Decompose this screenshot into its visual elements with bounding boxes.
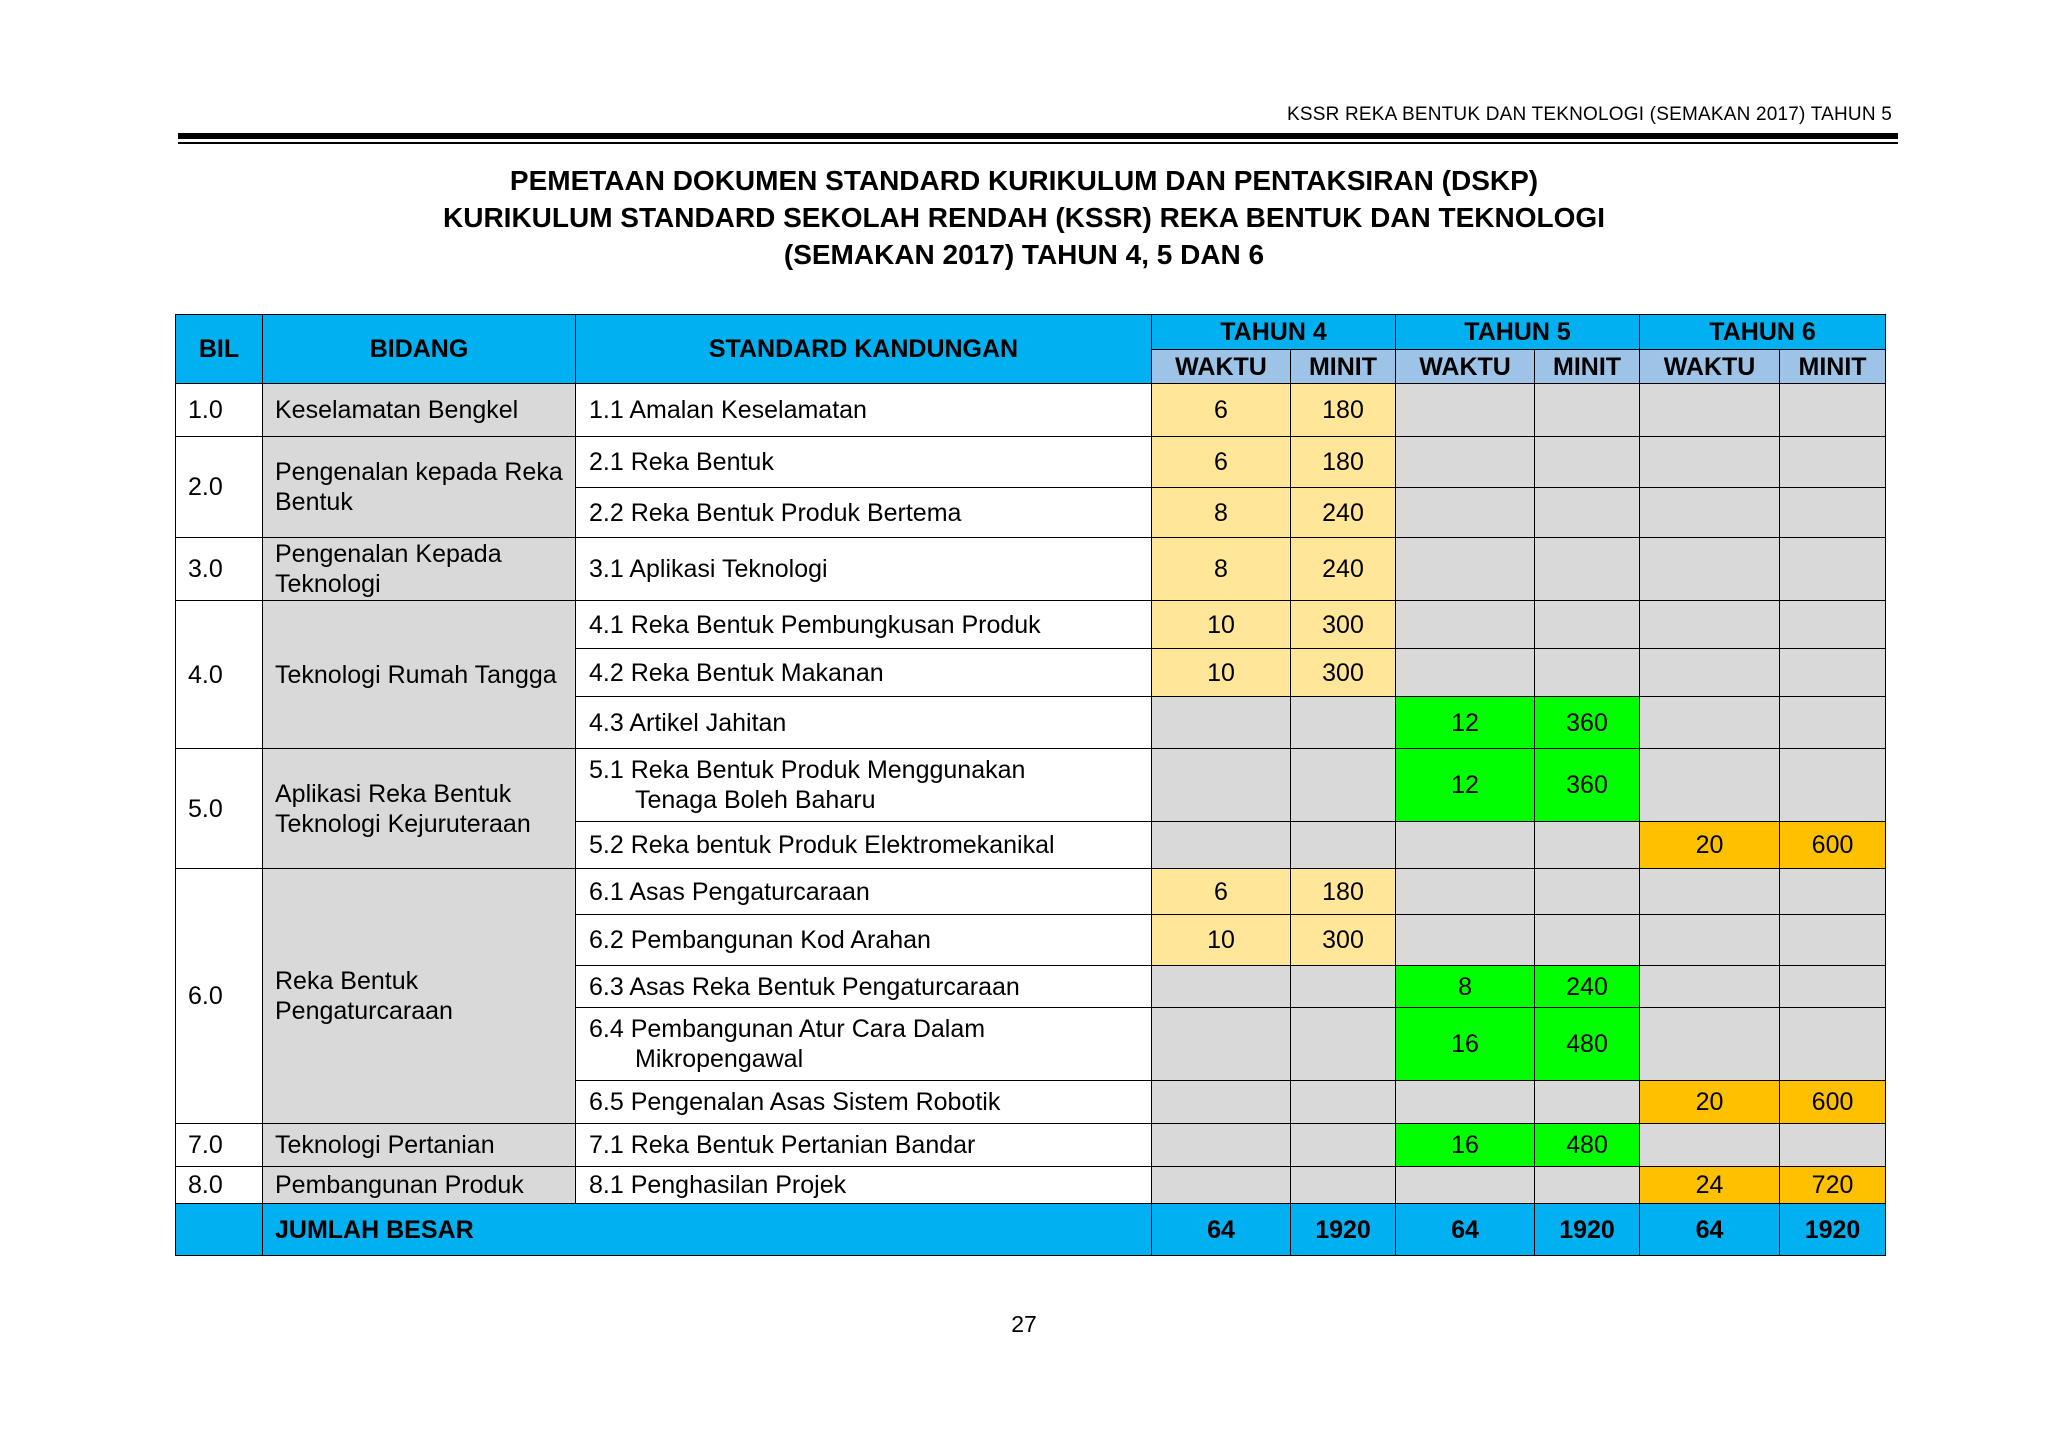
standard-kandungan-text: 1.1 Amalan Keselamatan [589, 396, 867, 424]
total-row [176, 1204, 1886, 1256]
tahun6-minit-cell [1780, 749, 1886, 822]
tahun6-minit-cell [1780, 649, 1886, 697]
total-tahun6-minit: 1920 [1780, 1204, 1886, 1256]
tahun5-waktu-cell: 16 [1396, 1008, 1535, 1081]
tahun4-minit-cell [1291, 1124, 1396, 1167]
title-line-3: (SEMAKAN 2017) TAHUN 4, 5 DAN 6 [783, 239, 1265, 270]
standard-kandungan-text: 6.1 Asas Pengaturcaraan [589, 877, 870, 906]
title-line-1: PEMETAAN DOKUMEN STANDARD KURIKULUM DAN PENTAKSIRAN (DSKP) [509, 165, 1539, 196]
tahun5-minit-cell [1535, 869, 1640, 915]
tahun4-waktu-cell: 8 [1152, 538, 1291, 601]
tahun6-minit-cell [1780, 488, 1886, 538]
subheader-waktu: WAKTU [1396, 350, 1535, 384]
standard-kandungan-cell [576, 966, 1152, 1008]
tahun4-minit-cell: 180 [1291, 384, 1396, 437]
table-row [176, 1167, 1886, 1204]
tahun4-waktu-cell [1152, 749, 1291, 822]
standard-kandungan-text: 8.1 Penghasilan Projek [589, 1171, 847, 1199]
col-header-tahun-5: TAHUN 5 [1396, 315, 1640, 350]
tahun6-waktu-cell [1640, 1008, 1780, 1081]
tahun6-waktu-cell [1640, 488, 1780, 538]
table-row [176, 749, 1886, 822]
tahun5-minit-cell [1535, 1081, 1640, 1124]
tahun4-minit-cell [1291, 966, 1396, 1008]
bidang-cell: Reka Bentuk Pengaturcaraan [263, 869, 576, 1124]
tahun6-waktu-cell [1640, 538, 1780, 601]
table-row [176, 869, 1886, 915]
table-row [176, 437, 1886, 488]
dskp-mapping-table [175, 314, 1886, 1256]
col-header-tahun-6: TAHUN 6 [1640, 315, 1886, 350]
tahun5-minit-cell: 240 [1535, 966, 1640, 1008]
tahun5-waktu-cell [1396, 915, 1535, 966]
bil-cell: 5.0 [176, 749, 263, 869]
tahun5-minit-cell [1535, 601, 1640, 649]
bil-cell: 3.0 [176, 538, 263, 601]
tahun6-minit-cell: 600 [1780, 1081, 1886, 1124]
standard-kandungan-cell [576, 1167, 1152, 1204]
subheader-waktu: WAKTU [1640, 350, 1780, 384]
tahun4-waktu-cell [1152, 1167, 1291, 1204]
standard-kandungan-cell [576, 488, 1152, 538]
tahun4-minit-cell: 300 [1291, 649, 1396, 697]
tahun5-waktu-cell [1396, 384, 1535, 437]
tahun5-waktu-cell [1396, 649, 1535, 697]
standard-kandungan-text: 4.3 Artikel Jahitan [589, 708, 787, 737]
standard-kandungan-cell [576, 869, 1152, 915]
subheader-minit: MINIT [1291, 350, 1396, 384]
tahun5-minit-cell [1535, 384, 1640, 437]
tahun5-minit-cell [1535, 915, 1640, 966]
tahun5-minit-cell [1535, 822, 1640, 869]
tahun6-waktu-cell [1640, 601, 1780, 649]
tahun6-minit-cell [1780, 437, 1886, 488]
tahun6-minit-cell [1780, 384, 1886, 437]
standard-kandungan-text: 2.1 Reka Bentuk [589, 448, 774, 476]
standard-kandungan-cell [576, 1081, 1152, 1124]
tahun4-waktu-cell: 6 [1152, 869, 1291, 915]
tahun5-waktu-cell: 12 [1396, 697, 1535, 749]
tahun5-minit-cell: 480 [1535, 1124, 1640, 1167]
tahun4-minit-cell [1291, 697, 1396, 749]
bidang-cell: Pembangunan Produk [263, 1167, 576, 1204]
standard-kandungan-text: 5.2 Reka bentuk Produk Elektromekanikal [589, 831, 1055, 859]
tahun5-minit-cell: 360 [1535, 749, 1640, 822]
tahun6-waktu-cell: 24 [1640, 1167, 1780, 1204]
tahun6-waktu-cell [1640, 384, 1780, 437]
tahun6-minit-cell [1780, 915, 1886, 966]
tahun4-minit-cell: 240 [1291, 538, 1396, 601]
running-header: KSSR REKA BENTUK DAN TEKNOLOGI (SEMAKAN 2017) TAHUN 5 [1286, 104, 1892, 125]
tahun6-waktu-cell [1640, 966, 1780, 1008]
standard-kandungan-continuation: Mikropengawal [635, 1045, 804, 1073]
tahun5-minit-cell [1535, 538, 1640, 601]
tahun6-waktu-cell [1640, 749, 1780, 822]
tahun4-minit-cell: 240 [1291, 488, 1396, 538]
tahun6-waktu-cell [1640, 437, 1780, 488]
standard-kandungan-text: 3.1 Aplikasi Teknologi [589, 555, 828, 583]
tahun6-minit-cell [1780, 697, 1886, 749]
bidang-cell: Pengenalan Kepada Teknologi [263, 538, 576, 601]
tahun5-minit-cell [1535, 437, 1640, 488]
tahun5-minit-cell [1535, 1167, 1640, 1204]
standard-kandungan-text: 6.5 Pengenalan Asas Sistem Robotik [589, 1088, 1001, 1116]
standard-kandungan-cell [576, 437, 1152, 488]
tahun6-waktu-cell [1640, 1124, 1780, 1167]
header-rule [178, 133, 1898, 139]
tahun4-minit-cell: 300 [1291, 915, 1396, 966]
standard-kandungan-cell [576, 384, 1152, 437]
tahun5-waktu-cell [1396, 1167, 1535, 1204]
tahun5-minit-cell: 480 [1535, 1008, 1640, 1081]
bil-cell: 8.0 [176, 1167, 263, 1204]
tahun5-waktu-cell [1396, 1081, 1535, 1124]
col-header-tahun-4: TAHUN 4 [1152, 315, 1396, 350]
tahun6-minit-cell [1780, 1124, 1886, 1167]
tahun4-minit-cell [1291, 1081, 1396, 1124]
tahun4-waktu-cell [1152, 1081, 1291, 1124]
tahun6-minit-cell [1780, 966, 1886, 1008]
tahun4-waktu-cell [1152, 1124, 1291, 1167]
subheader-minit: MINIT [1780, 350, 1886, 384]
header-rule-thin [178, 142, 1898, 144]
tahun6-waktu-cell [1640, 697, 1780, 749]
total-label: JUMLAH BESAR [263, 1204, 1152, 1256]
col-header-bil: BIL [176, 315, 263, 384]
standard-kandungan-text: 4.2 Reka Bentuk Makanan [589, 658, 884, 687]
bidang-cell: Keselamatan Bengkel [263, 384, 576, 437]
tahun6-minit-cell: 600 [1780, 822, 1886, 869]
standard-kandungan-continuation: Tenaga Boleh Baharu [635, 786, 876, 814]
tahun5-waktu-cell: 8 [1396, 966, 1535, 1008]
document-title [0, 162, 2048, 273]
standard-kandungan-text: 4.1 Reka Bentuk Pembungkusan Produk [589, 610, 1041, 639]
standard-kandungan-cell [576, 1124, 1152, 1167]
standard-kandungan-cell [576, 749, 1152, 822]
total-tahun5-minit: 1920 [1535, 1204, 1640, 1256]
bil-cell: 6.0 [176, 869, 263, 1124]
tahun5-waktu-cell: 16 [1396, 1124, 1535, 1167]
tahun6-minit-cell [1780, 1008, 1886, 1081]
col-header-bidang: BIDANG [263, 315, 576, 384]
total-tahun5-waktu: 64 [1396, 1204, 1535, 1256]
total-tahun4-waktu: 64 [1152, 1204, 1291, 1256]
tahun6-waktu-cell [1640, 649, 1780, 697]
tahun4-minit-cell: 300 [1291, 601, 1396, 649]
col-header-standard-kandungan: STANDARD KANDUNGAN [576, 315, 1152, 384]
tahun4-minit-cell: 180 [1291, 869, 1396, 915]
tahun5-waktu-cell [1396, 538, 1535, 601]
bidang-cell: Teknologi Rumah Tangga [263, 601, 576, 749]
tahun4-minit-cell [1291, 1008, 1396, 1081]
tahun5-minit-cell: 360 [1535, 697, 1640, 749]
subheader-minit: MINIT [1535, 350, 1640, 384]
bil-cell: 4.0 [176, 601, 263, 749]
total-tahun6-waktu: 64 [1640, 1204, 1780, 1256]
standard-kandungan-cell [576, 649, 1152, 697]
tahun4-waktu-cell: 6 [1152, 437, 1291, 488]
table-row [176, 601, 1886, 649]
tahun4-minit-cell [1291, 749, 1396, 822]
standard-kandungan-text: 5.1 Reka Bentuk Produk Menggunakan [589, 756, 1026, 784]
tahun4-waktu-cell [1152, 822, 1291, 869]
bidang-cell: Aplikasi Reka Bentuk Teknologi Kejuruteraan [263, 749, 576, 869]
tahun5-waktu-cell [1396, 822, 1535, 869]
tahun4-waktu-cell: 8 [1152, 488, 1291, 538]
tahun5-minit-cell [1535, 649, 1640, 697]
tahun6-minit-cell [1780, 601, 1886, 649]
standard-kandungan-text: 6.3 Asas Reka Bentuk Pengaturcaraan [589, 972, 1020, 1001]
tahun4-waktu-cell [1152, 1008, 1291, 1081]
tahun4-waktu-cell [1152, 966, 1291, 1008]
bil-cell: 2.0 [176, 437, 263, 538]
standard-kandungan-cell [576, 822, 1152, 869]
standard-kandungan-text: 6.4 Pembangunan Atur Cara Dalam [589, 1015, 986, 1043]
total-tahun4-minit: 1920 [1291, 1204, 1396, 1256]
table-row [176, 384, 1886, 437]
standard-kandungan-text: 2.2 Reka Bentuk Produk Bertema [589, 498, 962, 527]
bil-cell: 1.0 [176, 384, 263, 437]
tahun4-waktu-cell: 10 [1152, 915, 1291, 966]
standard-kandungan-cell [576, 538, 1152, 601]
table-row [176, 1124, 1886, 1167]
tahun4-minit-cell [1291, 822, 1396, 869]
bidang-cell: Teknologi Pertanian [263, 1124, 576, 1167]
tahun5-waktu-cell: 12 [1396, 749, 1535, 822]
tahun4-minit-cell [1291, 1167, 1396, 1204]
tahun4-minit-cell: 180 [1291, 437, 1396, 488]
tahun4-waktu-cell [1152, 697, 1291, 749]
bil-cell: 7.0 [176, 1124, 263, 1167]
total-bil-cell [176, 1204, 263, 1256]
tahun5-waktu-cell [1396, 437, 1535, 488]
standard-kandungan-cell [576, 915, 1152, 966]
standard-kandungan-cell [576, 697, 1152, 749]
tahun5-waktu-cell [1396, 869, 1535, 915]
tahun6-waktu-cell: 20 [1640, 822, 1780, 869]
tahun5-waktu-cell [1396, 488, 1535, 538]
tahun5-waktu-cell [1396, 601, 1535, 649]
tahun6-waktu-cell: 20 [1640, 1081, 1780, 1124]
title-line-2: KURIKULUM STANDARD SEKOLAH RENDAH (KSSR) REKA BENTUK DAN TEKNOLOGI [443, 202, 1605, 233]
tahun4-waktu-cell: 6 [1152, 384, 1291, 437]
tahun5-minit-cell [1535, 488, 1640, 538]
tahun6-minit-cell [1780, 538, 1886, 601]
standard-kandungan-cell [576, 601, 1152, 649]
tahun6-waktu-cell [1640, 869, 1780, 915]
standard-kandungan-cell [576, 1008, 1152, 1081]
standard-kandungan-text: 7.1 Reka Bentuk Pertanian Bandar [589, 1131, 976, 1159]
subheader-waktu: WAKTU [1152, 350, 1291, 384]
tahun6-waktu-cell [1640, 915, 1780, 966]
tahun6-minit-cell [1780, 869, 1886, 915]
page-number: 27 [1011, 1311, 1037, 1337]
tahun4-waktu-cell: 10 [1152, 649, 1291, 697]
tahun6-minit-cell: 720 [1780, 1167, 1886, 1204]
tahun4-waktu-cell: 10 [1152, 601, 1291, 649]
standard-kandungan-text: 6.2 Pembangunan Kod Arahan [589, 926, 931, 954]
table-row [176, 538, 1886, 601]
bidang-cell: Pengenalan kepada Reka Bentuk [263, 437, 576, 538]
